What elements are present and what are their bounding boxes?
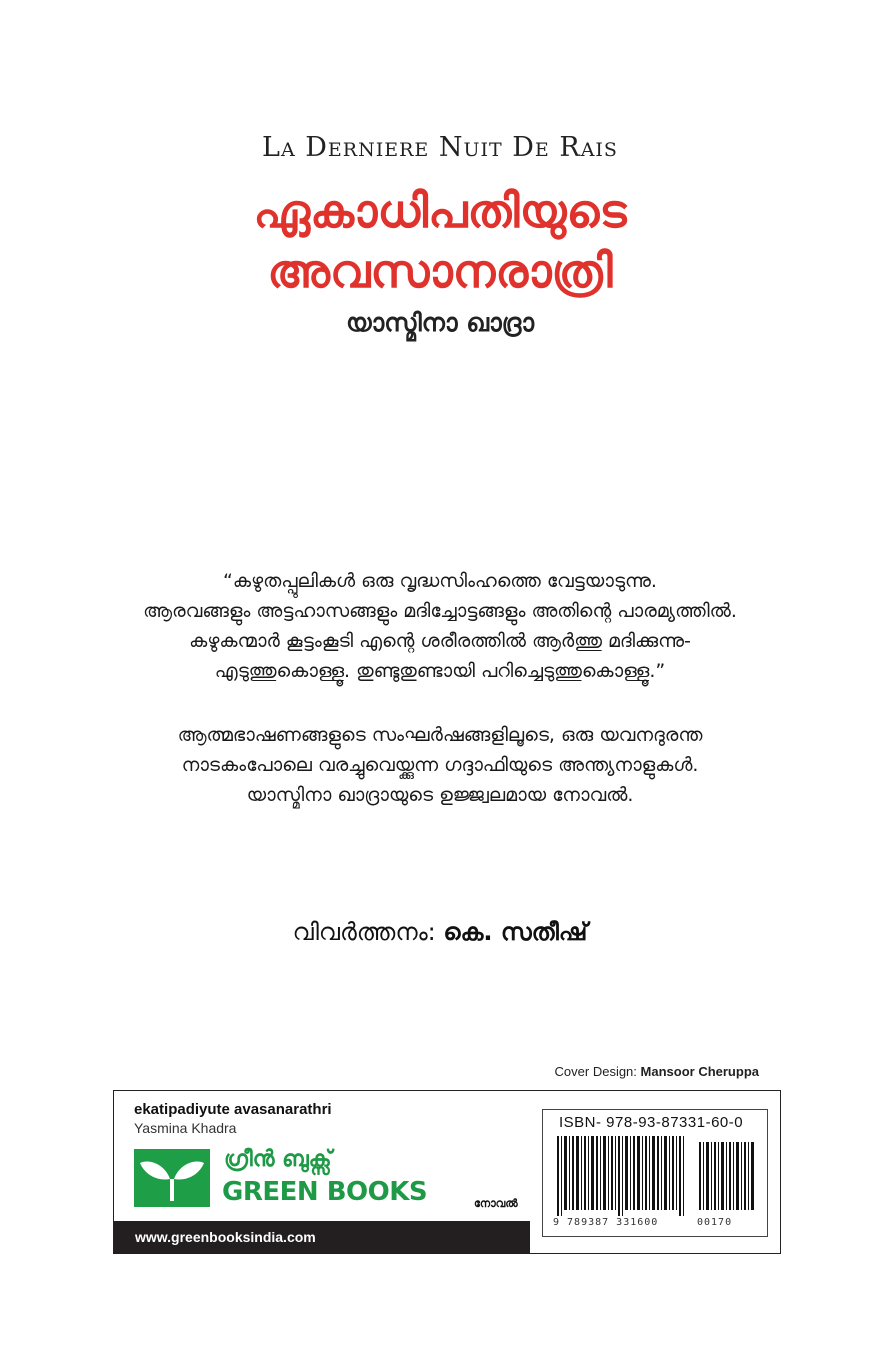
cover-design-label: Cover Design: [554,1064,637,1079]
author-name-english: Yasmina Khadra [134,1120,237,1136]
author-name-malayalam: യാസ്മിനാ ഖാദ്രാ [346,308,534,337]
publisher-website: www.greenbooksindia.com [135,1229,316,1245]
blurb-line: യാസ്മിനാ ഖാദ്രായുടെ ഉജ്ജ്വലമായ നോവൽ. [246,784,634,806]
translator-credit [0,918,880,946]
book-title-english: ekatipadiyute avasanarathri [134,1101,332,1118]
blurb-quote [0,566,880,686]
barcode-icon [557,1136,757,1216]
book-title-malayalam-line2: അവസാനരാത്രി [267,244,613,298]
translator-label: വിവർത്തനം: [292,918,436,946]
publisher-name-malayalam: ഗ്രീൻ ബുക്സ് [224,1147,332,1172]
barcode-panel [542,1109,768,1237]
cover-designer-name: Mansoor Cheruppa [640,1064,759,1079]
blurb-line: “കഴുതപ്പുലികൾ ഒരു വൃദ്ധസിംഹത്തെ വേട്ടയാടുന്നു. [223,570,657,592]
cover-design-credit [555,1064,759,1079]
blurb-line: നാടകംപോലെ വരച്ചുവെയ്ക്കുന്ന ഗദ്ദാഫിയുടെ അന്ത്യനാളുകൾ. [181,754,699,776]
imprint-box [113,1090,781,1254]
barcode-digits: 9 789387 331600 [553,1217,659,1228]
blurb-line: കഴുകന്മാർ കൂട്ടംകൂടി എന്റെ ശരീരത്തിൽ ആർത്തു മദിക്കുന്നു- [189,630,691,652]
book-title-malayalam-line1: ഏകാധിപതിയുടെ [253,184,627,238]
translator-name: കെ. സതീഷ് [443,918,588,946]
isbn-number: ISBN- 978-93-87331-60-0 [559,1114,744,1131]
book-title-french: La Derniere Nuit De Rais [262,132,618,163]
publisher-name-english: GREEN BOOKS [222,1177,428,1207]
genre-label: നോവൽ [474,1197,518,1210]
blurb-line: ആത്മഭാഷണങ്ങളുടെ സംഘർഷങ്ങളിലൂടെ, ഒരു യവനദുരന്ത [177,724,703,746]
blurb-line: എടുത്തുകൊള്ളൂ. തുണ്ടുതുണ്ടായി പറിച്ചെടുത്തുകൊള്ളൂ.” [214,660,666,682]
blurb-line: ആരവങ്ങളും അട്ടഹാസങ്ങളും മദിച്ചോട്ടങ്ങളും അതിന്റെ പാരമ്യത്തിൽ. [143,600,737,622]
publisher-logo-icon [134,1149,210,1207]
website-bar [114,1221,530,1254]
barcode-addon-digits: 00170 [697,1217,733,1228]
blurb-description [0,720,880,810]
